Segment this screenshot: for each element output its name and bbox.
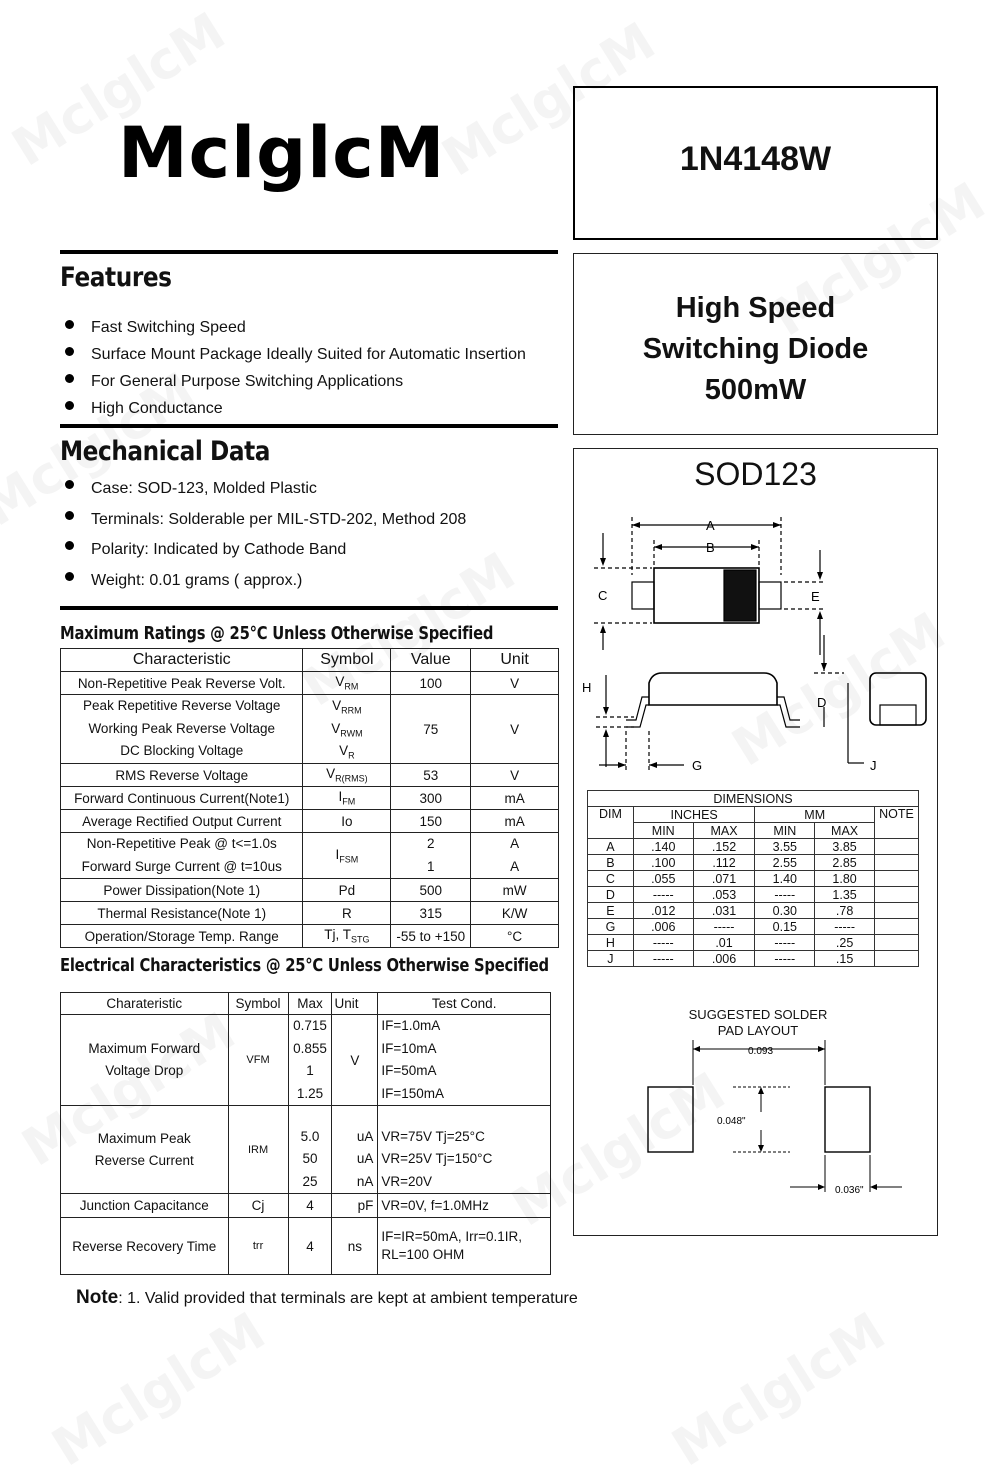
max-ratings-table	[60, 648, 559, 948]
divider	[60, 606, 558, 610]
list-item: Fast Switching Speed	[62, 314, 526, 341]
table-header: Charateristic	[61, 993, 229, 1015]
list-item: Terminals: Solderable per MIL-STD-202, Method 208	[62, 505, 466, 536]
dim-label-g: G	[692, 758, 703, 773]
watermark	[662, 1301, 896, 1478]
max-ratings-heading: Maximum Ratings @ 25°C Unless Otherwise Specified	[60, 623, 494, 644]
table-row: G .006 ----- 0.15 -----	[588, 919, 919, 935]
table-row: E .012 .031 0.30 .78	[588, 903, 919, 919]
list-item: Case: SOD-123, Molded Plastic	[62, 474, 466, 505]
dim-label-d: D	[817, 695, 827, 710]
table-row: Non-Repetitive Peak @ t<=1.0s Forward Surge Current @ t=10us $I_{FSM}$ 2 1 A A	[61, 833, 559, 879]
dim-label-e: E	[811, 589, 820, 604]
electrical-table	[60, 992, 551, 1275]
table-row: Junction Capacitance Cj 4 pF VR=0V, f=1.0MHz	[61, 1194, 551, 1218]
table-header: Value	[391, 649, 471, 672]
table-row: Non-Repetitive Peak Reverse Volt. $V_{RM}$ 100 V	[61, 672, 559, 695]
table-row: J ----- .006 ----- .15	[588, 951, 919, 967]
table-header: Unit	[332, 993, 378, 1015]
table-row: B .100 .112 2.55 2.85	[588, 855, 919, 871]
table-row: Reverse Recovery Time trr 4 ns IF=IR=50mA, Irr=0.1IR, RL=100 OHM	[61, 1218, 551, 1275]
table-row: Maximum Peak Reverse Current IRM 5.0 50 25 uA uA nA VR=75V Tj=25°C VR=25V Tj=150°C VR=20V	[61, 1106, 551, 1194]
electrical-heading: Electrical Characteristics @ 25°C Unless Otherwise Specified	[60, 955, 549, 976]
list-item: For General Purpose Switching Applications	[62, 368, 526, 395]
mechanical-list	[62, 474, 466, 596]
table-row: Thermal Resistance(Note 1) R 315 K/W	[61, 902, 559, 925]
table-row: Average Rectified Output Current Io 150 mA	[61, 810, 559, 833]
product-title: High Speed Switching Diode 500mW	[642, 292, 869, 406]
dim-label-h: H	[582, 680, 592, 695]
package-outline-drawing	[574, 505, 936, 780]
package-name: SOD123	[694, 456, 817, 492]
product-title-box	[573, 253, 938, 435]
watermark	[42, 1301, 276, 1478]
table-row: A .140 .152 3.55 3.85	[588, 839, 919, 855]
table-row: Forward Continuous Current(Note1) $I_{FM}$ 300 mA	[61, 787, 559, 810]
part-number-box	[573, 86, 938, 240]
part-number: 1N4148W	[679, 140, 832, 178]
table-header: Test Cond.	[378, 993, 551, 1015]
dimensions-title: DIMENSIONS	[588, 791, 919, 807]
brand-logo: MclglcM	[118, 112, 446, 194]
dimensions-table: DIMENSIONS DIM INCHES MM NOTE MIN MAX MIN MAX A .140 .152 3.55 3.85 B .100 .112 2.55 2.85 C .055 .071 1.40 1.80 D ----- .053 ----- 1.35 E .012 .031 0.30 .78 G .006 ----- 0.15 ----- H ----- .01 ----- .25 J ----- .006 ----- .15	[587, 790, 919, 967]
table-row: D ----- .053 ----- 1.35	[588, 887, 919, 903]
solder-pad-title: SUGGESTED SOLDER PAD LAYOUT	[688, 1007, 828, 1038]
list-item: High Conductance	[62, 395, 526, 422]
pad-dim-width: 0.093	[748, 1046, 774, 1057]
list-item: Polarity: Indicated by Cathode Band	[62, 535, 466, 566]
table-row: C .055 .071 1.40 1.80	[588, 871, 919, 887]
list-item: Surface Mount Package Ideally Suited for Automatic Insertion	[62, 341, 526, 368]
table-row: RMS Reverse Voltage $V_{R(RMS)}$ 53 V	[61, 764, 559, 787]
features-heading: Features	[60, 262, 172, 293]
dim-label-a: A	[706, 518, 715, 533]
footnote: Note: 1. Valid provided that terminals are kept at ambient temperature	[76, 1287, 578, 1308]
table-header: Symbol	[228, 993, 288, 1015]
table-header: Characteristic	[61, 649, 303, 672]
table-row: Power Dissipation(Note 1) Pd 500 mW	[61, 879, 559, 902]
mechanical-heading: Mechanical Data	[60, 436, 271, 467]
table-header: Max	[288, 993, 332, 1015]
table-row: Maximum Forward Voltage Drop VFM 0.715 0.855 1 1.25 V IF=1.0mA IF=10mA IF=50mA IF=150mA	[61, 1015, 551, 1106]
table-row: Peak Repetitive Reverse Voltage Working Peak Reverse Voltage DC Blocking Voltage $V_{RRM}$ $V_{RWM}$ $V_R$ 75 V	[61, 695, 559, 764]
table-row: H ----- .01 ----- .25	[588, 935, 919, 951]
table-header: Symbol	[303, 649, 391, 672]
table-row: Operation/Storage Temp. Range Tj, $T_{STG}$ -55 to +150 °C	[61, 925, 559, 948]
divider	[60, 250, 558, 254]
pad-dim-pad: 0.036"	[835, 1185, 864, 1196]
dim-label-c: C	[598, 588, 608, 603]
solder-pad-drawing	[630, 1040, 920, 1210]
pad-dim-height: 0.048"	[717, 1116, 746, 1127]
features-list	[62, 314, 526, 422]
divider	[60, 424, 558, 428]
dim-label-b: B	[706, 540, 715, 555]
dim-label-j: J	[870, 758, 877, 773]
table-header: Unit	[471, 649, 559, 672]
list-item: Weight: 0.01 grams ( approx.)	[62, 566, 466, 597]
